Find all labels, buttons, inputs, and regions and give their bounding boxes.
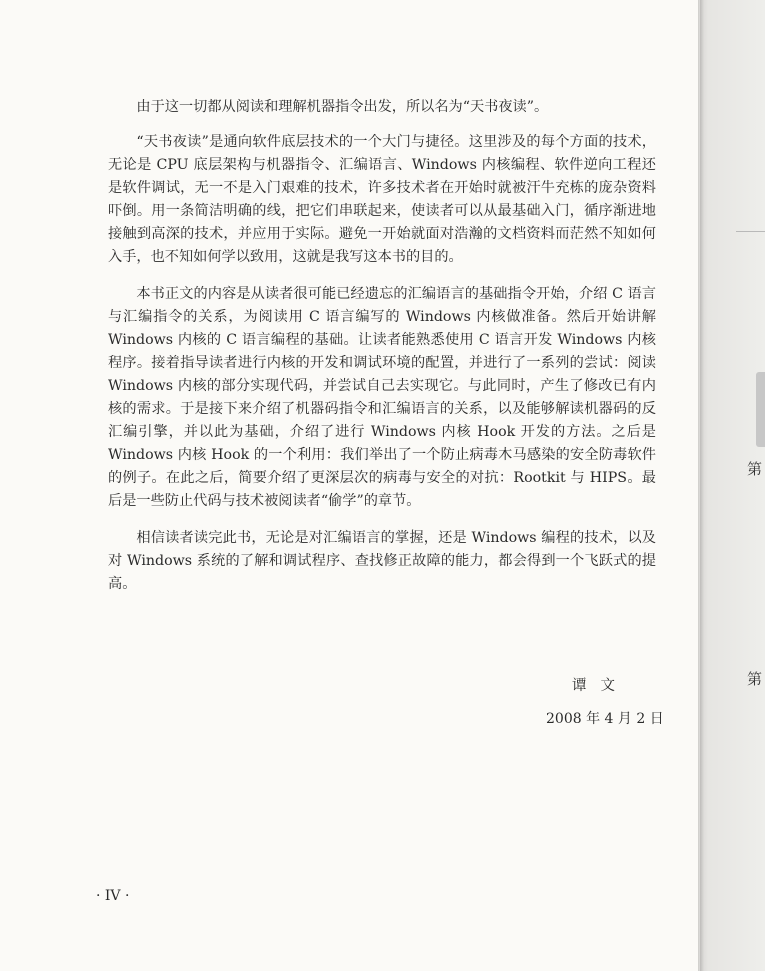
signature-date: 2008 年 4 月 2 日 <box>546 711 664 727</box>
paragraph-3: 本书正文的内容是从读者很可能已经遗忘的汇编语言的基础指令开始，介绍 C 语言与汇编指令的关系，为阅读用 C 语言编写的 Windows 内核做准备。然后开始讲解 Windows 内核的 C 语言编程的基础。让读者能熟悉使用 C 语言开发 Windows 内核程序。接着指导读者进行内核的开发和调试环境的配置，并进行了一系列的尝试：阅读 Windows 内核的部分实现代码，并尝试自己去实现它。与此同时，产生了修改已有内核的需求。于是接下来介绍了机器码指令和汇编语言的关系，以及能够解读机器码的反汇编引擎，并以此为基础，介绍了进行 Windows 内核 Hook 开发的方法。之后是 Windows 内核 Hook 的一个利用：我们举出了一个防止病毒木马感染的安全防毒软件的例子。在此之后，简要介绍了更深层次的病毒与安全的对抗：Rootkit 与 HIPS。最后是一些防止代码与技术被阅读者“偷学”的章节。 <box>108 286 656 509</box>
preface-body <box>108 96 656 610</box>
page-number: · IV · <box>96 888 130 904</box>
paragraph-4: 相信读者读完此书，无论是对汇编语言的掌握，还是 Windows 编程的技术，以及对 Windows 系统的了解和调试程序、查找修正故障的能力，都会得到一个飞跃式的提高。 <box>108 530 656 592</box>
paragraph-2: “天书夜读”是通向软件底层技术的一个大门与捷径。这里涉及的每个方面的技术，无论是 CPU 底层架构与机器指令、汇编语言、Windows 内核编程、软件逆向工程还是软件调试，无一不是入门艰难的技术，许多技术者在开始时就被汗牛充栋的庞杂资料吓倒。用一条简洁明确的线，把它们串联起来，使读者可以从最基础入门，循序渐进地接触到高深的技术，并应用于实际。避免一开始就面对浩瀚的文档资料而茫然不知如何入手，也不知如何学以致用，这就是我写这本书的目的。 <box>108 134 656 265</box>
adjacent-page-glyph: 第 <box>747 670 763 688</box>
adjacent-page-edge <box>700 0 765 971</box>
spine-shadow <box>698 0 704 971</box>
paragraph-1: 由于这一切都从阅读和理解机器指令出发，所以名为“天书夜读”。 <box>136 99 549 115</box>
adjacent-page-glyph: 第 <box>747 460 763 478</box>
author-signature: 谭文 <box>572 678 629 694</box>
adjacent-page-tab <box>756 372 765 447</box>
adjacent-page-rule <box>736 231 765 232</box>
